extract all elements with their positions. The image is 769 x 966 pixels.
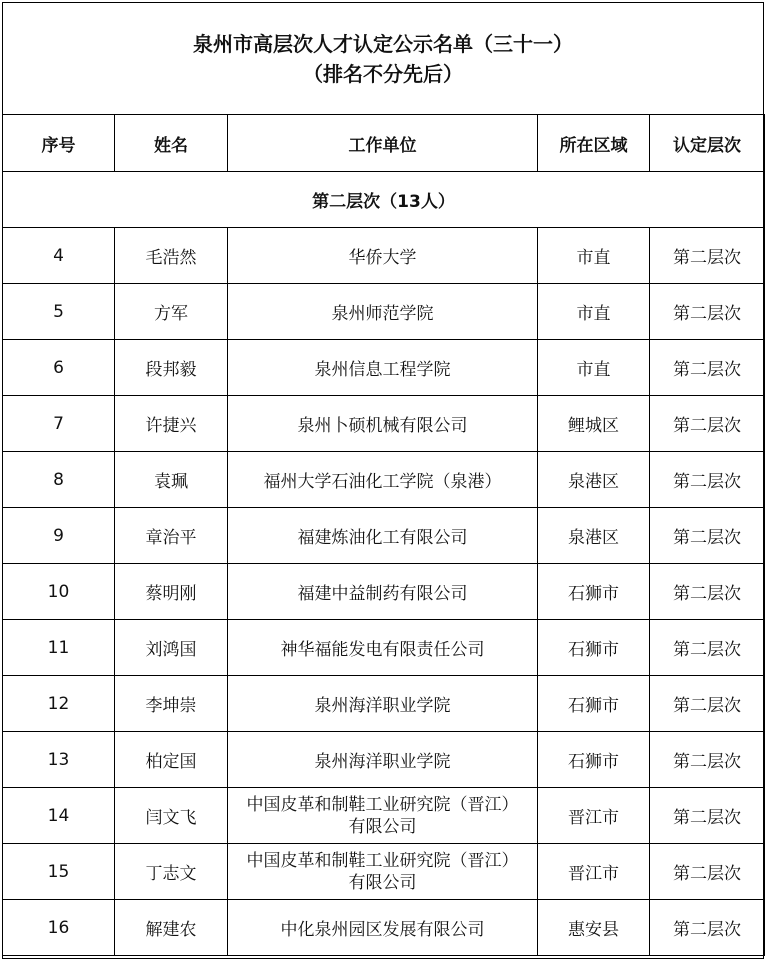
unit-line-1: 泉州卜硕机械有限公司: [297, 416, 468, 436]
cell-level: 第二层次: [650, 508, 765, 564]
cell-level: 第二层次: [650, 844, 765, 900]
table-row: [3, 676, 765, 732]
table-row: [3, 284, 765, 340]
cell-level: 第二层次: [650, 788, 765, 844]
cell-level: 第二层次: [650, 396, 765, 452]
cell-name: 丁志文: [115, 844, 228, 900]
unit-line-1: 泉州信息工程学院: [314, 360, 451, 380]
cell-region: 市直: [538, 228, 650, 284]
cell-no: 11: [3, 620, 115, 676]
header-level: 认定层次: [650, 115, 765, 172]
cell-no: 9: [3, 508, 115, 564]
section-label: 第二层次（13人）: [3, 172, 765, 228]
cell-region: 石狮市: [538, 732, 650, 788]
cell-unit: [228, 732, 538, 788]
cell-level: 第二层次: [650, 676, 765, 732]
cell-unit: [228, 844, 538, 900]
cell-no: 13: [3, 732, 115, 788]
unit-line-1: 泉州师范学院: [331, 304, 434, 324]
cell-no: 16: [3, 900, 115, 956]
cell-level: 第二层次: [650, 732, 765, 788]
cell-no: 8: [3, 452, 115, 508]
cell-level: 第二层次: [650, 620, 765, 676]
cell-region: 石狮市: [538, 620, 650, 676]
unit-line-1: 泉州海洋职业学院: [314, 752, 451, 772]
cell-level: 第二层次: [650, 564, 765, 620]
cell-unit: [228, 228, 538, 284]
cell-no: 6: [3, 340, 115, 396]
cell-name: 柏定国: [115, 732, 228, 788]
cell-unit: [228, 284, 538, 340]
cell-region: 市直: [538, 340, 650, 396]
cell-region: 石狮市: [538, 676, 650, 732]
page-subtitle: （排名不分先后）: [303, 61, 463, 86]
cell-unit: [228, 676, 538, 732]
page-title: 泉州市高层次人才认定公示名单（三十一）: [193, 31, 573, 56]
cell-unit: [228, 396, 538, 452]
unit-line-1: 中国皮革和制鞋工业研究院（晋江）: [246, 850, 519, 871]
cell-unit: [228, 508, 538, 564]
table-row: [3, 396, 765, 452]
section-row: [3, 172, 765, 228]
table-row: [3, 900, 765, 956]
cell-region: 晋江市: [538, 788, 650, 844]
header-region: 所在区域: [538, 115, 650, 172]
title-block: [2, 2, 764, 115]
cell-level: 第二层次: [650, 284, 765, 340]
unit-line-1: 中化泉州园区发展有限公司: [280, 920, 485, 940]
cell-unit: [228, 340, 538, 396]
unit-line-1: 中国皮革和制鞋工业研究院（晋江）: [246, 794, 519, 815]
table-row: [3, 620, 765, 676]
cell-region: 晋江市: [538, 844, 650, 900]
cell-region: 泉港区: [538, 452, 650, 508]
table-row: [3, 844, 765, 900]
cell-level: 第二层次: [650, 340, 765, 396]
cell-unit: [228, 788, 538, 844]
unit-line-1: 神华福能发电有限责任公司: [280, 640, 485, 660]
cell-name: 袁珮: [115, 452, 228, 508]
header-unit: 工作单位: [228, 115, 538, 172]
cell-name: 章治平: [115, 508, 228, 564]
talent-table: [2, 114, 765, 956]
cell-no: 15: [3, 844, 115, 900]
cell-name: 解建农: [115, 900, 228, 956]
unit-line-1: 福建中益制药有限公司: [297, 584, 468, 604]
cell-region: 惠安县: [538, 900, 650, 956]
cell-unit: [228, 564, 538, 620]
cell-name: 方军: [115, 284, 228, 340]
cell-no: 4: [3, 228, 115, 284]
cell-region: 石狮市: [538, 564, 650, 620]
cell-no: 7: [3, 396, 115, 452]
table-row: [3, 788, 765, 844]
cell-unit: [228, 900, 538, 956]
header-no: 序号: [3, 115, 115, 172]
cell-no: 14: [3, 788, 115, 844]
table-row: [3, 564, 765, 620]
table-row: [3, 452, 765, 508]
unit-line-1: 泉州海洋职业学院: [314, 696, 451, 716]
cell-unit: [228, 620, 538, 676]
cell-name: 毛浩然: [115, 228, 228, 284]
unit-line-1: 华侨大学: [348, 248, 417, 268]
unit-line-2: 有限公司: [348, 816, 417, 837]
cell-level: 第二层次: [650, 900, 765, 956]
cell-no: 10: [3, 564, 115, 620]
unit-line-1: 福州大学石油化工学院（泉港）: [263, 472, 502, 492]
cell-region: 市直: [538, 284, 650, 340]
unit-line-1: 福建炼油化工有限公司: [297, 528, 468, 548]
table-row: [3, 340, 765, 396]
unit-line-2: 有限公司: [348, 872, 417, 893]
cell-no: 12: [3, 676, 115, 732]
cell-level: 第二层次: [650, 228, 765, 284]
cell-name: 许捷兴: [115, 396, 228, 452]
header-name: 姓名: [115, 115, 228, 172]
cell-name: 刘鸿国: [115, 620, 228, 676]
cell-no: 5: [3, 284, 115, 340]
cell-region: 泉港区: [538, 508, 650, 564]
cell-name: 蔡明刚: [115, 564, 228, 620]
table-row: [3, 732, 765, 788]
cell-name: 李坤崇: [115, 676, 228, 732]
header-row: [3, 115, 765, 172]
cell-name: 闫文飞: [115, 788, 228, 844]
cell-name: 段邦毅: [115, 340, 228, 396]
cell-region: 鲤城区: [538, 396, 650, 452]
table-row: [3, 228, 765, 284]
cell-level: 第二层次: [650, 452, 765, 508]
cell-unit: [228, 452, 538, 508]
table-row: [3, 508, 765, 564]
